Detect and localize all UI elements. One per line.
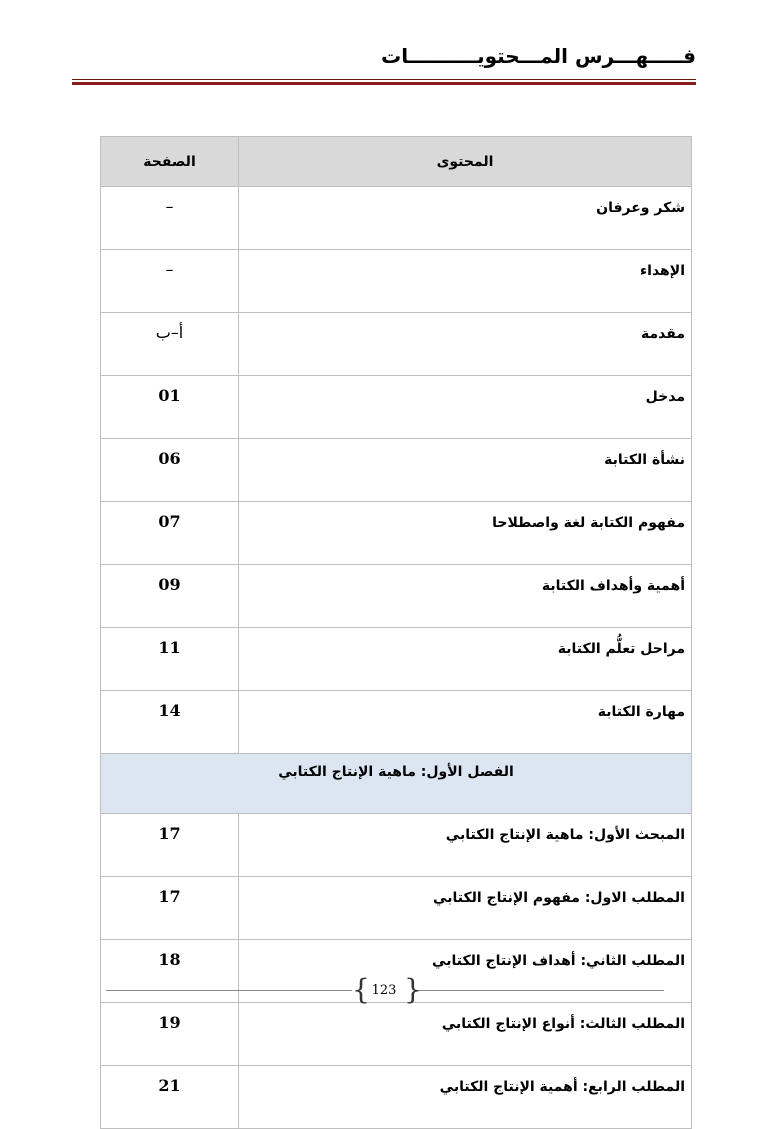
toc-entry: المبحث الأول: ماهية الإنتاج الكتابي: [239, 814, 692, 877]
toc-page: 14: [101, 691, 239, 754]
table-row: [101, 187, 692, 250]
column-header-page: الصفحة: [101, 137, 239, 187]
table-row: [101, 1066, 692, 1129]
table-row: [101, 877, 692, 940]
table-row: [101, 376, 692, 439]
toc-entry: نشأة الكتابة: [239, 439, 692, 502]
toc-page: 06: [101, 439, 239, 502]
toc-page: –: [101, 187, 239, 250]
toc-entry: مدخل: [239, 376, 692, 439]
chapter-title: الفصل الأول: ماهية الإنتاج الكتابي: [101, 754, 692, 814]
toc-page: 17: [101, 814, 239, 877]
table-row: [101, 313, 692, 376]
footer-line-right: [418, 990, 664, 991]
toc-page: 18: [101, 940, 239, 1003]
page-title: فـــــهـــرس المـــحتويــــــــــات: [381, 44, 696, 68]
table-row: [101, 439, 692, 502]
page-number: 123: [371, 983, 397, 998]
toc-page: 19: [101, 1003, 239, 1066]
toc-entry: الإهداء: [239, 250, 692, 313]
toc-page: 21: [101, 1066, 239, 1129]
toc-entry: المطلب الثاني: أهداف الإنتاج الكتابي: [239, 940, 692, 1003]
toc-entry: المطلب الاول: مفهوم الإنتاج الكتابي: [239, 877, 692, 940]
table-header-row: [101, 137, 692, 187]
toc-table: [100, 136, 692, 1129]
table-row: [101, 250, 692, 313]
toc-page: 09: [101, 565, 239, 628]
table-row: [101, 814, 692, 877]
toc-entry: المطلب الثالث: أنواع الإنتاج الكتابي: [239, 1003, 692, 1066]
footer-line-left: [106, 990, 352, 991]
toc-page: 17: [101, 877, 239, 940]
column-header-content: المحتوى: [239, 137, 692, 187]
table-row: [101, 691, 692, 754]
toc-page: –: [101, 250, 239, 313]
toc-entry: مهارة الكتابة: [239, 691, 692, 754]
toc-page: أ–ب: [101, 313, 239, 376]
header-rule-thick: [72, 82, 696, 85]
toc-page: 07: [101, 502, 239, 565]
toc-entry: مفهوم الكتابة لغة واصطلاحا: [239, 502, 692, 565]
toc-entry: مقدمة: [239, 313, 692, 376]
table-row: [101, 502, 692, 565]
table-row: [101, 565, 692, 628]
table-row: [101, 1003, 692, 1066]
toc-page: 11: [101, 628, 239, 691]
toc-page: 01: [101, 376, 239, 439]
toc-entry: شكر وعرفان: [239, 187, 692, 250]
table-row: [101, 628, 692, 691]
toc-entry: مراحل تعلُّم الكتابة: [239, 628, 692, 691]
footer-brace-left: {: [352, 973, 370, 1006]
toc-entry: أهمية وأهداف الكتابة: [239, 565, 692, 628]
header-rule-thin: [72, 79, 696, 80]
chapter-row: [101, 754, 692, 814]
toc-entry: المطلب الرابع: أهمية الإنتاج الكتابي: [239, 1066, 692, 1129]
footer-brace-right: }: [404, 973, 422, 1006]
